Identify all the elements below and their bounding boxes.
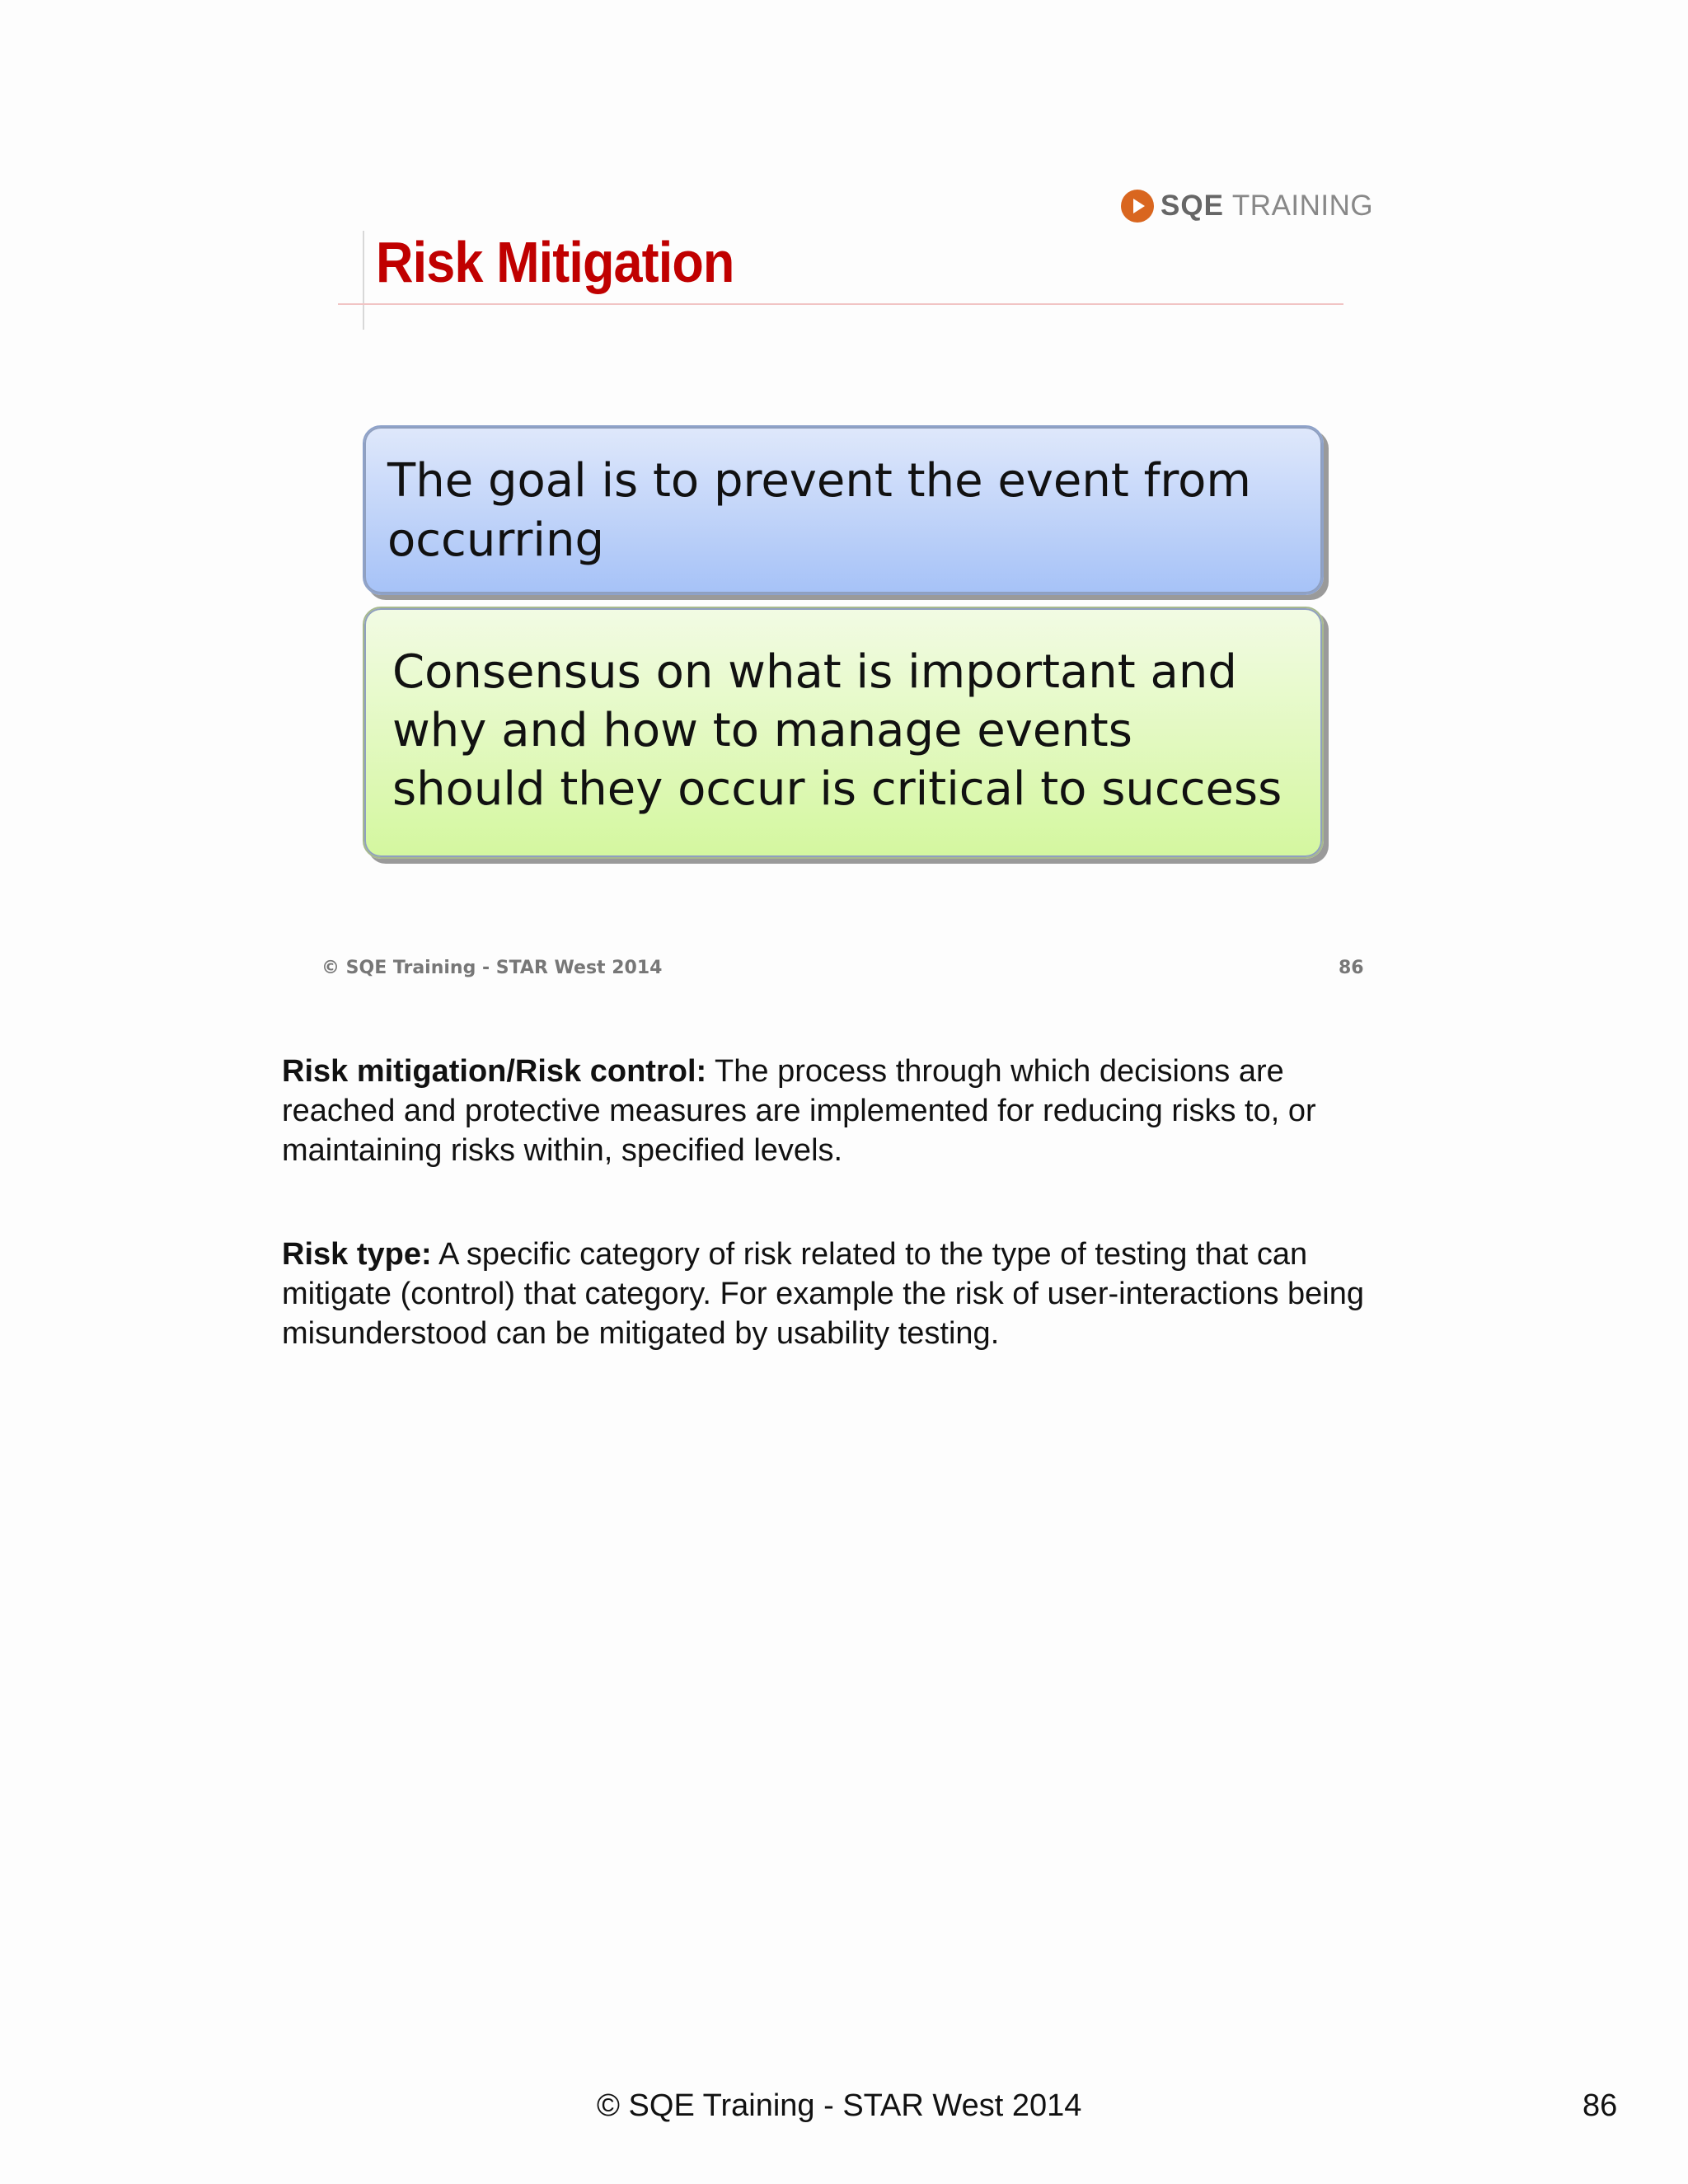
note-risk-type: [282, 1235, 1403, 1353]
slide-title: Risk Mitigation: [376, 230, 734, 294]
consensus-box: Consensus on what is important and why and how to manage events should they occur is critical to success: [363, 607, 1324, 859]
sqe-training-logo: [1121, 188, 1373, 224]
note-risk-mitigation: [282, 1052, 1403, 1170]
page-footer-copyright: © SQE Training - STAR West 2014: [597, 2088, 1082, 2123]
play-circle-icon: [1121, 190, 1154, 223]
logo-word: TRAINING: [1231, 190, 1374, 222]
note-text: A specific category of risk related to the type of testing that can mitigate (control) that category. For example the risk of user-interactions being misunderstood can be mitigated by usability testing.: [282, 1237, 1364, 1351]
title-horizontal-rule: [338, 303, 1343, 305]
title-vertical-rule: [363, 231, 364, 330]
slide-number: 86: [1339, 958, 1364, 978]
slide: [0, 0, 1688, 1022]
logo-brand: SQE: [1160, 190, 1224, 222]
note-term: Risk type:: [282, 1237, 432, 1272]
note-text: The process through which decisions are reached and protective measures are implemented for reducing risks to, or maintaining risks within, specified levels.: [282, 1054, 1316, 1168]
page-number: 86: [1582, 2088, 1618, 2123]
goal-box: The goal is to prevent the event from occurring: [363, 425, 1324, 595]
slide-footer-copyright: © SQE Training - STAR West 2014: [321, 958, 663, 978]
note-term: Risk mitigation/Risk control:: [282, 1054, 707, 1089]
